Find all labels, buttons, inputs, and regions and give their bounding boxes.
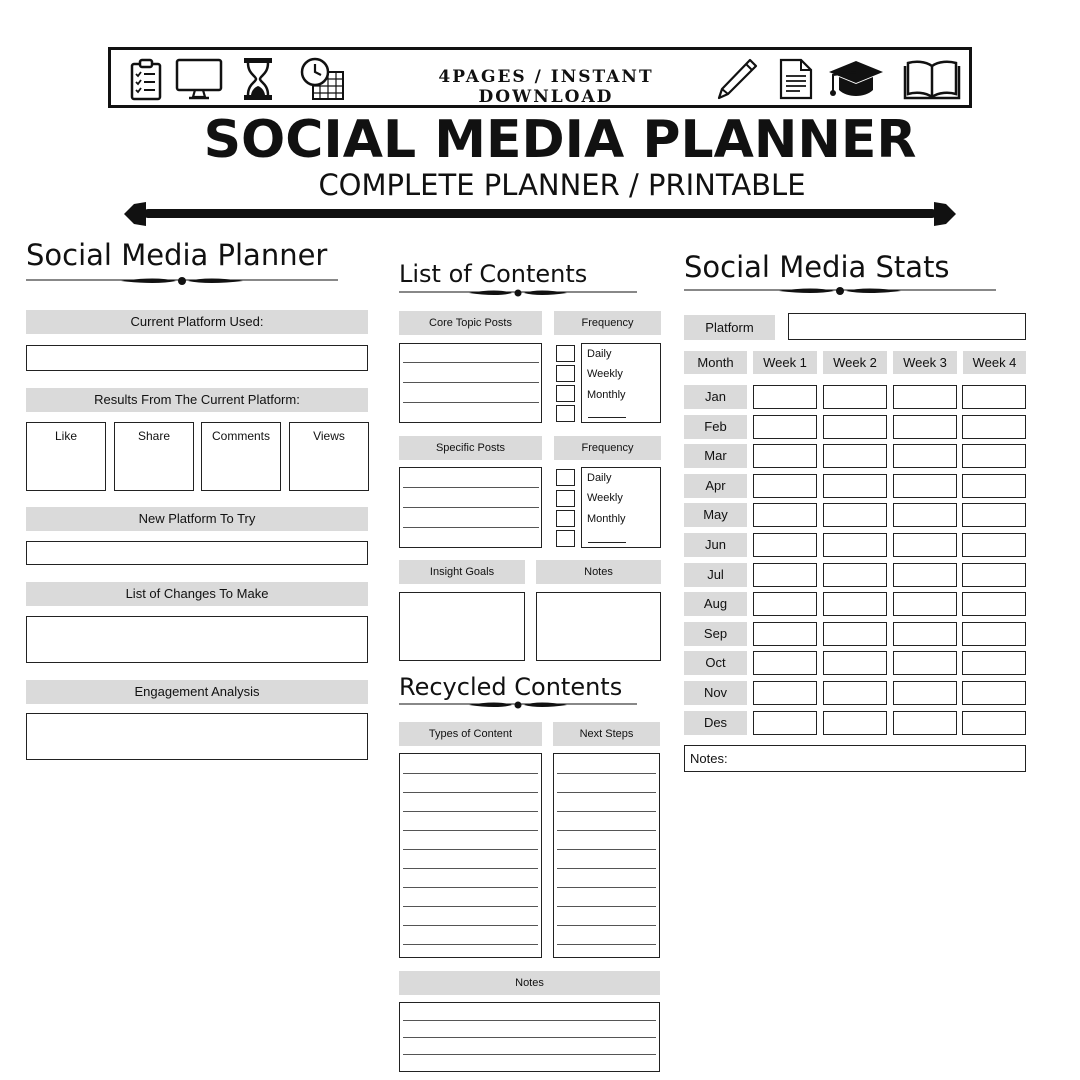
stats-cell[interactable]: [753, 592, 817, 616]
month-label: Apr: [684, 474, 747, 498]
next-steps-label: Next Steps: [553, 722, 660, 746]
stats-cell[interactable]: [893, 711, 957, 735]
stats-cell[interactable]: [823, 474, 887, 498]
recycled-notes-label: Notes: [399, 971, 660, 995]
stats-cell[interactable]: [893, 503, 957, 527]
weekly-checkbox[interactable]: [556, 490, 575, 507]
like-box[interactable]: [26, 422, 106, 491]
recycled-title: Recycled Contents: [399, 673, 623, 701]
views-label: Views: [313, 429, 345, 443]
engagement-field[interactable]: [26, 713, 368, 760]
ruled-line: [557, 849, 656, 850]
share-label: Share: [137, 429, 171, 443]
types-of-content-label: Types of Content: [399, 722, 542, 746]
specific-posts-label: Specific Posts: [399, 436, 542, 460]
share-box[interactable]: [114, 422, 194, 491]
freq-daily-1: Daily: [587, 348, 612, 360]
stats-cell[interactable]: [753, 474, 817, 498]
stats-cell[interactable]: [962, 681, 1026, 705]
ornament-divider: [124, 198, 956, 230]
graduation-cap-icon: [827, 56, 885, 102]
freq-monthly-1: Monthly: [587, 389, 626, 401]
stats-cell[interactable]: [823, 503, 887, 527]
engagement-label: Engagement Analysis: [26, 680, 368, 704]
ruled-line: [557, 792, 656, 793]
stats-cell[interactable]: [893, 563, 957, 587]
ruled-line: [403, 868, 538, 869]
stats-cell[interactable]: [823, 711, 887, 735]
stats-cell[interactable]: [962, 503, 1026, 527]
comments-box[interactable]: [201, 422, 281, 491]
stats-cell[interactable]: [823, 444, 887, 468]
month-label: Aug: [684, 592, 747, 616]
insight-goals-label: Insight Goals: [399, 560, 525, 584]
stats-cell[interactable]: [962, 563, 1026, 587]
stats-cell[interactable]: [893, 533, 957, 557]
clock-calendar-icon: [299, 56, 347, 102]
ruled-line: [403, 773, 538, 774]
month-header: Month: [684, 351, 747, 374]
month-label: Jul: [684, 563, 747, 587]
changes-field[interactable]: [26, 616, 368, 663]
changes-label: List of Changes To Make: [26, 582, 368, 606]
types-of-content-box[interactable]: [399, 753, 542, 958]
stats-notes-label: Notes:: [690, 751, 728, 766]
ruled-line: [403, 944, 538, 945]
ruled-line: [403, 1037, 656, 1038]
stats-cell[interactable]: [753, 385, 817, 409]
stats-cell[interactable]: [893, 681, 957, 705]
ruled-line: [403, 849, 538, 850]
month-label: Feb: [684, 415, 747, 439]
stats-cell[interactable]: [753, 533, 817, 557]
week-1-header: Week 1: [753, 351, 817, 374]
monitor-icon: [175, 56, 223, 102]
freq-weekly-1: Weekly: [587, 368, 623, 380]
month-label: Jun: [684, 533, 747, 557]
month-label: Mar: [684, 444, 747, 468]
new-platform-field[interactable]: [26, 541, 368, 565]
stats-cell[interactable]: [823, 385, 887, 409]
open-book-icon: [903, 56, 961, 102]
stats-cell[interactable]: [962, 385, 1026, 409]
stats-cell[interactable]: [893, 622, 957, 646]
stats-cell[interactable]: [753, 415, 817, 439]
ruled-line: [403, 1054, 656, 1055]
week-3-header: Week 3: [893, 351, 957, 374]
results-label: Results From The Current Platform:: [26, 388, 368, 412]
current-platform-label: Current Platform Used:: [26, 310, 368, 334]
ruled-line: [403, 792, 538, 793]
ruled-line: [557, 887, 656, 888]
ruled-line: [403, 830, 538, 831]
banner: [108, 47, 972, 108]
next-steps-box[interactable]: [553, 753, 660, 958]
stats-cell[interactable]: [962, 711, 1026, 735]
title-flourish: [399, 699, 637, 711]
month-label: Des: [684, 711, 747, 735]
title-flourish: [26, 275, 338, 287]
stats-cell[interactable]: [753, 563, 817, 587]
banner-text: 4PAGES / INSTANT DOWNLOAD: [438, 67, 654, 107]
stats-cell[interactable]: [753, 711, 817, 735]
daily-checkbox[interactable]: [556, 469, 575, 486]
main-subtitle: COMPLETE PLANNER / PRINTABLE: [318, 168, 806, 202]
month-label: Jan: [684, 385, 747, 409]
weekly-checkbox[interactable]: [556, 365, 575, 382]
core-topic-box[interactable]: [399, 343, 542, 423]
stats-cell[interactable]: [893, 415, 957, 439]
current-platform-field[interactable]: [26, 345, 368, 371]
stats-cell[interactable]: [962, 474, 1026, 498]
new-platform-label: New Platform To Try: [26, 507, 368, 531]
ruled-line: [557, 868, 656, 869]
stats-title: Social Media Stats: [684, 250, 950, 284]
freq-daily-2: Daily: [587, 472, 612, 484]
stats-cell[interactable]: [962, 533, 1026, 557]
stats-cell[interactable]: [823, 622, 887, 646]
stats-cell[interactable]: [962, 415, 1026, 439]
ruled-line: [403, 887, 538, 888]
week-2-header: Week 2: [823, 351, 887, 374]
recycled-notes-box[interactable]: [399, 1002, 660, 1072]
platform-field[interactable]: [788, 313, 1026, 340]
clipboard-icon: [123, 56, 169, 102]
document-icon: [773, 56, 819, 102]
views-box[interactable]: [289, 422, 369, 491]
ruled-line: [557, 830, 656, 831]
ruled-line: [557, 906, 656, 907]
stats-cell[interactable]: [753, 444, 817, 468]
stats-cell[interactable]: [962, 592, 1026, 616]
stats-cell[interactable]: [962, 651, 1026, 675]
ruled-line: [403, 925, 538, 926]
ruled-line: [403, 906, 538, 907]
stats-cell[interactable]: [962, 622, 1026, 646]
stats-cell[interactable]: [823, 592, 887, 616]
month-label: Sep: [684, 622, 747, 646]
stats-cell[interactable]: [823, 563, 887, 587]
other-checkbox[interactable]: [556, 405, 575, 422]
ruled-line: [557, 773, 656, 774]
core-topic-label: Core Topic Posts: [399, 311, 542, 335]
stats-cell[interactable]: [893, 474, 957, 498]
ruled-line: [557, 925, 656, 926]
stats-notes-field[interactable]: [684, 745, 1026, 772]
pencil-icon: [714, 56, 760, 102]
ruled-line: [557, 944, 656, 945]
platform-label: Platform: [684, 315, 775, 340]
month-label: Nov: [684, 681, 747, 705]
week-4-header: Week 4: [963, 351, 1026, 374]
frequency-label-2: Frequency: [554, 436, 661, 460]
stats-cell[interactable]: [823, 681, 887, 705]
comments-label: Comments: [211, 429, 270, 443]
contents-title: List of Contents: [399, 260, 588, 288]
stats-cell[interactable]: [893, 651, 957, 675]
month-label: Oct: [684, 651, 747, 675]
monthly-checkbox[interactable]: [556, 510, 575, 527]
ruled-line: [403, 811, 538, 812]
contents-notes-box[interactable]: [536, 592, 661, 661]
stats-cell[interactable]: [893, 385, 957, 409]
stats-cell[interactable]: [753, 651, 817, 675]
hourglass-icon: [241, 56, 275, 102]
stats-cell[interactable]: [962, 444, 1026, 468]
ruled-line: [403, 1020, 656, 1021]
freq-monthly-2: Monthly: [587, 513, 626, 525]
title-flourish: [399, 287, 637, 299]
stats-cell[interactable]: [823, 415, 887, 439]
main-title: SOCIAL MEDIA PLANNER: [203, 110, 917, 170]
like-label: Like: [54, 429, 77, 443]
frequency-label-1: Frequency: [554, 311, 661, 335]
insight-goals-box[interactable]: [399, 592, 525, 661]
contents-notes-label: Notes: [536, 560, 661, 584]
stats-cell[interactable]: [753, 503, 817, 527]
freq-weekly-2: Weekly: [587, 492, 623, 504]
other-checkbox[interactable]: [556, 530, 575, 547]
daily-checkbox[interactable]: [556, 345, 575, 362]
title-flourish: [684, 285, 996, 297]
month-label: May: [684, 503, 747, 527]
stats-cell[interactable]: [753, 681, 817, 705]
stats-cell[interactable]: [753, 622, 817, 646]
monthly-checkbox[interactable]: [556, 385, 575, 402]
planner-title: Social Media Planner: [26, 238, 328, 272]
stats-cell[interactable]: [893, 444, 957, 468]
stats-cell[interactable]: [823, 651, 887, 675]
stats-cell[interactable]: [823, 533, 887, 557]
ruled-line: [557, 811, 656, 812]
stats-cell[interactable]: [893, 592, 957, 616]
